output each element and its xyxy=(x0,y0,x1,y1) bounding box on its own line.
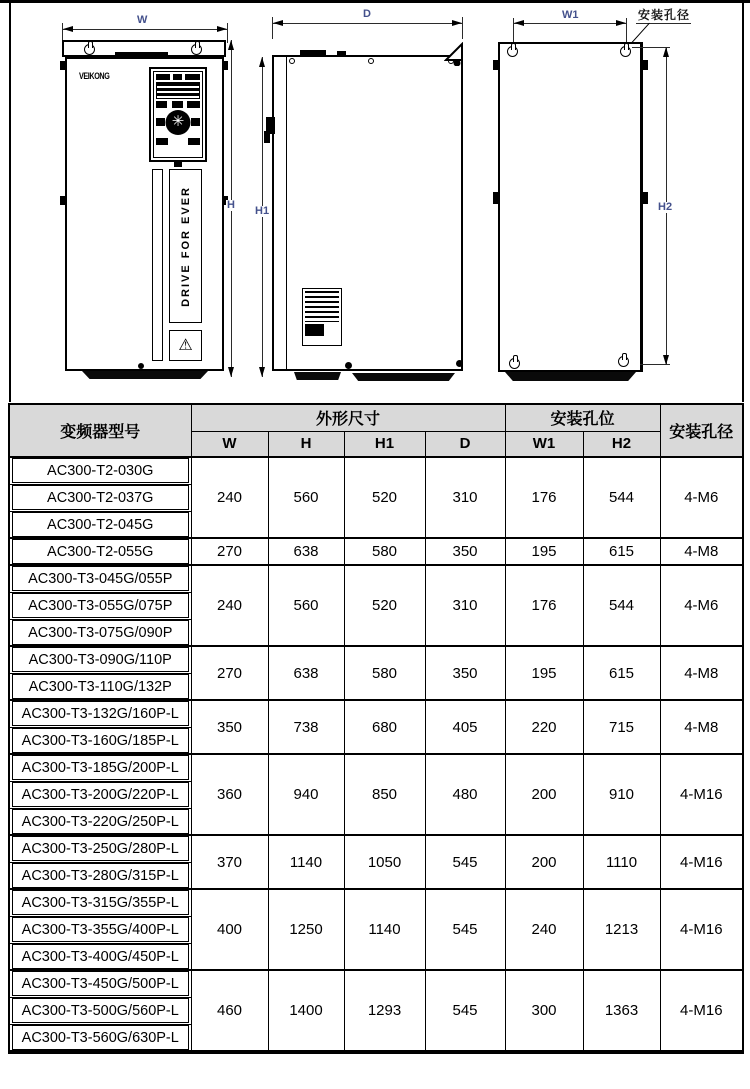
model-cell xyxy=(9,889,191,916)
side-nub xyxy=(60,196,65,205)
keypad-knob-icon: ✳ xyxy=(166,110,191,135)
drive-panel xyxy=(169,169,202,323)
model-cell xyxy=(9,997,191,1024)
hole-diameter-cell: 4-M6 xyxy=(660,565,743,646)
header-d: D xyxy=(425,431,505,457)
dimension-value-cell: 850 xyxy=(344,754,425,835)
dimension-value-cell: 310 xyxy=(425,565,505,646)
dimension-value-cell: 176 xyxy=(505,457,583,538)
model-name: AC300-T3-055G/075P xyxy=(12,593,189,618)
model-cell xyxy=(9,862,191,889)
dim-label-d: D xyxy=(363,8,371,20)
keypad-button xyxy=(156,118,165,126)
dimension-value-cell: 400 xyxy=(191,889,268,970)
connector-bump xyxy=(264,131,270,143)
header-h1: H1 xyxy=(344,431,425,457)
hole-diameter-cell: 4-M16 xyxy=(660,754,743,835)
dim-label-h: H xyxy=(227,199,235,211)
arrow-icon xyxy=(228,367,234,377)
model-cell xyxy=(9,565,191,592)
model-name: AC300-T3-160G/185P-L xyxy=(12,728,189,753)
dimension-value-cell: 270 xyxy=(191,646,268,700)
model-name: AC300-T3-250G/280P-L xyxy=(12,836,189,861)
table-row xyxy=(9,835,743,862)
dimension-value-cell: 460 xyxy=(191,970,268,1052)
drive-panel-text: DRIVE FOR EVER xyxy=(179,185,192,307)
model-name: AC300-T3-560G/630P-L xyxy=(12,1025,189,1050)
dimension-value-cell: 1293 xyxy=(344,970,425,1052)
model-name: AC300-T3-132G/160P-L xyxy=(12,701,189,726)
dimension-value-cell: 715 xyxy=(583,700,660,754)
model-cell xyxy=(9,700,191,727)
keyhole-slot-icon xyxy=(620,46,631,57)
model-name: AC300-T2-037G xyxy=(12,485,189,510)
model-cell xyxy=(9,727,191,754)
model-cell xyxy=(9,1024,191,1052)
hole-diameter-cell: 4-M16 xyxy=(660,889,743,970)
dimension-value-cell: 405 xyxy=(425,700,505,754)
hole-diameter-cell: 4-M16 xyxy=(660,835,743,889)
top-bump xyxy=(300,50,326,56)
dimension-value-cell: 350 xyxy=(425,538,505,565)
back-body xyxy=(498,42,643,372)
hole-diameter-cell: 4-M8 xyxy=(660,646,743,700)
page-border-right xyxy=(742,0,744,402)
dimension-value-cell: 195 xyxy=(505,646,583,700)
model-name: AC300-T2-045G xyxy=(12,512,189,537)
dimension-value-cell: 1363 xyxy=(583,970,660,1052)
keypad xyxy=(149,67,207,162)
dimension-value-cell: 350 xyxy=(425,646,505,700)
hole-diameter-cell: 4-M16 xyxy=(660,970,743,1052)
keyhole-slot-icon xyxy=(618,356,629,367)
side-nub xyxy=(60,61,65,70)
model-cell xyxy=(9,754,191,781)
side-bezel-line xyxy=(286,56,287,370)
dim-line-d xyxy=(273,23,462,24)
nameplate-lines xyxy=(305,291,339,322)
hole-diameter-cell: 4-M8 xyxy=(660,700,743,754)
model-cell xyxy=(9,673,191,700)
dimension-value-cell: 940 xyxy=(268,754,344,835)
page-border-left xyxy=(9,0,11,402)
model-cell xyxy=(9,808,191,835)
dimension-value-cell: 580 xyxy=(344,538,425,565)
screw-icon xyxy=(289,58,295,64)
dimension-value-cell: 1400 xyxy=(268,970,344,1052)
model-name: AC300-T3-110G/132P xyxy=(12,674,189,699)
header-outer-dimensions: 外形尺寸 xyxy=(191,404,505,431)
screw-dot xyxy=(456,360,463,367)
screw-dot xyxy=(138,363,144,369)
model-name: AC300-T3-200G/220P-L xyxy=(12,782,189,807)
keypad-display xyxy=(156,82,200,99)
leader-line xyxy=(636,23,691,24)
header-hole-diameter: 安装孔径 xyxy=(660,404,743,457)
keypad-notch xyxy=(174,160,182,167)
arrow-icon xyxy=(259,57,265,67)
keypad-panel xyxy=(153,71,203,158)
arrow-icon xyxy=(63,26,73,32)
side-nub xyxy=(493,192,498,204)
dim-label-w1: W1 xyxy=(562,9,579,21)
model-name: AC300-T3-045G/055P xyxy=(12,566,189,591)
table-row xyxy=(9,754,743,781)
table-row xyxy=(9,457,743,484)
dimension-value-cell: 520 xyxy=(344,457,425,538)
arrow-icon xyxy=(514,20,524,26)
dimension-value-cell: 520 xyxy=(344,565,425,646)
model-cell xyxy=(9,835,191,862)
table-row xyxy=(9,646,743,673)
page-border-top xyxy=(0,0,750,3)
dimension-value-cell: 300 xyxy=(505,970,583,1052)
model-name: AC300-T2-055G xyxy=(12,539,189,564)
arrow-icon xyxy=(663,355,669,365)
hole-diameter-cell: 4-M6 xyxy=(660,457,743,538)
model-cell xyxy=(9,970,191,997)
mounting-foot xyxy=(505,372,636,381)
dimension-value-cell: 560 xyxy=(268,457,344,538)
screw-icon xyxy=(368,58,374,64)
dimension-drawing xyxy=(0,0,750,402)
dimension-value-cell: 560 xyxy=(268,565,344,646)
nameplate-block xyxy=(305,324,324,335)
header-w1: W1 xyxy=(505,431,583,457)
header-h2: H2 xyxy=(583,431,660,457)
arrow-icon xyxy=(259,367,265,377)
side-nub xyxy=(223,61,228,70)
dimension-value-cell: 1250 xyxy=(268,889,344,970)
arrow-icon xyxy=(228,40,234,50)
dim-label-h1: H1 xyxy=(255,205,270,217)
dimension-value-cell: 615 xyxy=(583,538,660,565)
model-cell xyxy=(9,511,191,538)
dimension-value-cell: 545 xyxy=(425,835,505,889)
keyhole-slot-icon xyxy=(507,46,518,57)
arrow-icon xyxy=(273,20,283,26)
keypad-buttons-row xyxy=(156,138,200,145)
dimension-value-cell: 200 xyxy=(505,754,583,835)
dimension-value-cell: 220 xyxy=(505,700,583,754)
model-name: AC300-T3-220G/250P-L xyxy=(12,809,189,834)
header-mounting-holes: 安装孔位 xyxy=(505,404,660,431)
model-name: AC300-T3-075G/090P xyxy=(12,620,189,645)
dimension-value-cell: 1110 xyxy=(583,835,660,889)
dimension-value-cell: 200 xyxy=(505,835,583,889)
dim-ext-line xyxy=(462,17,463,39)
mounting-foot xyxy=(82,371,208,379)
dimension-value-cell: 310 xyxy=(425,457,505,538)
dim-line-h1 xyxy=(262,57,263,377)
dimension-value-cell: 545 xyxy=(425,889,505,970)
arrow-icon xyxy=(616,20,626,26)
dimension-spec-table xyxy=(8,403,744,1054)
dimension-value-cell: 615 xyxy=(583,646,660,700)
dimension-value-cell: 680 xyxy=(344,700,425,754)
dimension-value-cell: 360 xyxy=(191,754,268,835)
model-name: AC300-T3-315G/355P-L xyxy=(12,890,189,915)
keypad-button xyxy=(191,118,200,126)
hanging-hook xyxy=(444,42,464,66)
table-row xyxy=(9,538,743,565)
warning-icon: ⚠ xyxy=(178,337,193,354)
side-nub xyxy=(493,60,498,70)
dimension-value-cell: 1050 xyxy=(344,835,425,889)
arrow-icon xyxy=(663,47,669,57)
model-cell xyxy=(9,916,191,943)
side-body xyxy=(272,55,463,371)
dimension-value-cell: 1140 xyxy=(344,889,425,970)
model-name: AC300-T2-030G xyxy=(12,458,189,483)
mounting-foot xyxy=(352,373,455,381)
model-name: AC300-T3-500G/560P-L xyxy=(12,998,189,1023)
dimension-value-cell: 638 xyxy=(268,538,344,565)
dimension-value-cell: 350 xyxy=(191,700,268,754)
screw-dot xyxy=(345,362,352,369)
model-cell xyxy=(9,457,191,484)
side-nub xyxy=(643,192,648,204)
warning-box xyxy=(169,330,202,361)
dimension-value-cell: 240 xyxy=(505,889,583,970)
dimension-value-cell: 910 xyxy=(583,754,660,835)
arrow-icon xyxy=(452,20,462,26)
front-stripe xyxy=(152,169,163,361)
header-h: H xyxy=(268,431,344,457)
dimension-value-cell: 738 xyxy=(268,700,344,754)
model-cell xyxy=(9,646,191,673)
header-w: W xyxy=(191,431,268,457)
dimension-value-cell: 240 xyxy=(191,565,268,646)
model-cell xyxy=(9,943,191,970)
arrow-icon xyxy=(217,26,227,32)
dimension-value-cell: 544 xyxy=(583,565,660,646)
model-name: AC300-T3-400G/450P-L xyxy=(12,944,189,969)
keyhole-slot-icon xyxy=(84,44,95,55)
header-model: 变频器型号 xyxy=(9,404,191,457)
keypad-header xyxy=(156,74,200,80)
model-cell xyxy=(9,592,191,619)
dimension-value-cell: 195 xyxy=(505,538,583,565)
model-cell xyxy=(9,538,191,565)
dimension-value-cell: 544 xyxy=(583,457,660,538)
dim-line-w xyxy=(63,29,227,30)
brand-logo: VEIKONG xyxy=(79,71,110,81)
model-name: AC300-T3-450G/500P-L xyxy=(12,971,189,996)
keypad-buttons-row xyxy=(156,101,200,108)
dimension-value-cell: 1213 xyxy=(583,889,660,970)
dimension-value-cell: 270 xyxy=(191,538,268,565)
model-name: AC300-T3-185G/200P-L xyxy=(12,755,189,780)
table-row xyxy=(9,700,743,727)
mounting-foot xyxy=(294,372,341,380)
bracket-slot xyxy=(115,52,168,55)
model-cell xyxy=(9,484,191,511)
dimension-value-cell: 545 xyxy=(425,970,505,1052)
dim-line-w1 xyxy=(513,23,626,24)
hole-diameter-note: 安装孔径 xyxy=(638,8,691,22)
dimension-value-cell: 176 xyxy=(505,565,583,646)
keypad-knob-row xyxy=(156,110,200,136)
side-nub xyxy=(643,60,648,70)
dimension-value-cell: 240 xyxy=(191,457,268,538)
dim-label-w: W xyxy=(137,14,148,26)
keyhole-slot-icon xyxy=(191,44,202,55)
nameplate-label xyxy=(302,288,342,346)
model-name: AC300-T3-355G/400P-L xyxy=(12,917,189,942)
table-row xyxy=(9,970,743,997)
model-cell xyxy=(9,619,191,646)
keyhole-slot-icon xyxy=(509,358,520,369)
dimension-value-cell: 1140 xyxy=(268,835,344,889)
model-name: AC300-T3-090G/110P xyxy=(12,647,189,672)
top-bump xyxy=(337,51,346,56)
dimension-value-cell: 370 xyxy=(191,835,268,889)
dimension-value-cell: 638 xyxy=(268,646,344,700)
model-cell xyxy=(9,781,191,808)
hole-diameter-cell: 4-M8 xyxy=(660,538,743,565)
model-name: AC300-T3-280G/315P-L xyxy=(12,863,189,888)
table-row xyxy=(9,889,743,916)
table-row xyxy=(9,565,743,592)
dimension-value-cell: 480 xyxy=(425,754,505,835)
dim-label-h2: H2 xyxy=(658,201,673,213)
dimension-value-cell: 580 xyxy=(344,646,425,700)
